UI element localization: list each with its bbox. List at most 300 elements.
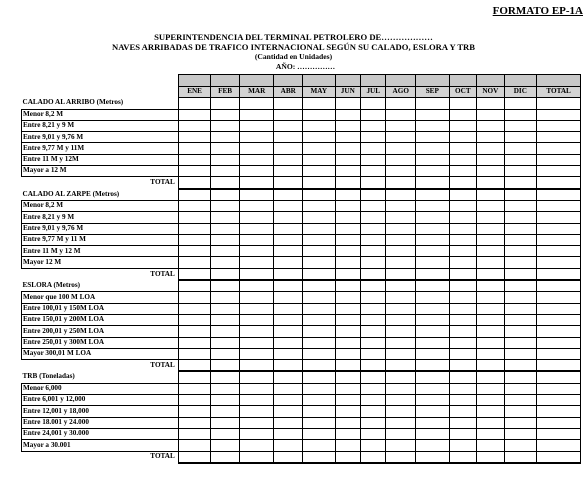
value-cell-oct[interactable]: [449, 143, 476, 154]
value-cell-may[interactable]: [302, 417, 335, 428]
value-cell-jul[interactable]: [361, 212, 386, 223]
value-cell-nov[interactable]: [477, 440, 504, 451]
value-cell-abr[interactable]: [274, 98, 303, 109]
value-cell-nov[interactable]: [477, 268, 504, 280]
value-cell-may[interactable]: [302, 406, 335, 417]
value-cell-ago[interactable]: [386, 371, 416, 383]
value-cell-sep[interactable]: [415, 292, 449, 303]
value-cell-sep[interactable]: [415, 143, 449, 154]
value-cell-total[interactable]: [537, 268, 581, 280]
value-cell-oct[interactable]: [449, 395, 476, 406]
value-cell-ago[interactable]: [386, 395, 416, 406]
value-cell-total[interactable]: [537, 246, 581, 257]
value-cell-jul[interactable]: [361, 166, 386, 177]
value-cell-feb[interactable]: [211, 189, 240, 201]
value-cell-jun[interactable]: [335, 440, 360, 451]
value-cell-dic[interactable]: [504, 337, 537, 348]
value-cell-jul[interactable]: [361, 132, 386, 143]
value-cell-mar[interactable]: [239, 406, 274, 417]
value-cell-total[interactable]: [537, 223, 581, 234]
value-cell-dic[interactable]: [504, 417, 537, 428]
value-cell-sep[interactable]: [415, 428, 449, 439]
value-cell-oct[interactable]: [449, 234, 476, 245]
value-cell-dic[interactable]: [504, 406, 537, 417]
value-cell-abr[interactable]: [274, 348, 303, 359]
value-cell-abr[interactable]: [274, 189, 303, 201]
value-cell-dic[interactable]: [504, 257, 537, 268]
value-cell-dic[interactable]: [504, 360, 537, 372]
value-cell-sep[interactable]: [415, 154, 449, 165]
value-cell-jul[interactable]: [361, 417, 386, 428]
value-cell-ene[interactable]: [178, 246, 211, 257]
value-cell-sep[interactable]: [415, 303, 449, 314]
value-cell-sep[interactable]: [415, 234, 449, 245]
value-cell-ene[interactable]: [178, 234, 211, 245]
value-cell-oct[interactable]: [449, 98, 476, 109]
value-cell-oct[interactable]: [449, 406, 476, 417]
value-cell-jul[interactable]: [361, 189, 386, 201]
value-cell-abr[interactable]: [274, 360, 303, 372]
value-cell-total[interactable]: [537, 177, 581, 189]
value-cell-mar[interactable]: [239, 292, 274, 303]
value-cell-oct[interactable]: [449, 337, 476, 348]
value-cell-jul[interactable]: [361, 143, 386, 154]
value-cell-jul[interactable]: [361, 246, 386, 257]
value-cell-abr[interactable]: [274, 326, 303, 337]
value-cell-sep[interactable]: [415, 246, 449, 257]
value-cell-sep[interactable]: [415, 371, 449, 383]
value-cell-jun[interactable]: [335, 189, 360, 201]
value-cell-may[interactable]: [302, 98, 335, 109]
value-cell-jul[interactable]: [361, 154, 386, 165]
value-cell-jun[interactable]: [335, 143, 360, 154]
value-cell-may[interactable]: [302, 395, 335, 406]
value-cell-total[interactable]: [537, 143, 581, 154]
value-cell-sep[interactable]: [415, 109, 449, 120]
value-cell-feb[interactable]: [211, 326, 240, 337]
value-cell-jul[interactable]: [361, 406, 386, 417]
value-cell-mar[interactable]: [239, 417, 274, 428]
value-cell-feb[interactable]: [211, 371, 240, 383]
value-cell-feb[interactable]: [211, 154, 240, 165]
value-cell-total[interactable]: [537, 109, 581, 120]
value-cell-may[interactable]: [302, 428, 335, 439]
value-cell-abr[interactable]: [274, 132, 303, 143]
value-cell-nov[interactable]: [477, 166, 504, 177]
value-cell-jul[interactable]: [361, 428, 386, 439]
value-cell-mar[interactable]: [239, 166, 274, 177]
value-cell-nov[interactable]: [477, 234, 504, 245]
value-cell-mar[interactable]: [239, 395, 274, 406]
value-cell-oct[interactable]: [449, 166, 476, 177]
value-cell-may[interactable]: [302, 109, 335, 120]
value-cell-ago[interactable]: [386, 200, 416, 211]
value-cell-ago[interactable]: [386, 143, 416, 154]
value-cell-total[interactable]: [537, 371, 581, 383]
value-cell-may[interactable]: [302, 246, 335, 257]
value-cell-feb[interactable]: [211, 166, 240, 177]
value-cell-ene[interactable]: [178, 143, 211, 154]
value-cell-oct[interactable]: [449, 371, 476, 383]
value-cell-feb[interactable]: [211, 177, 240, 189]
value-cell-sep[interactable]: [415, 326, 449, 337]
value-cell-jul[interactable]: [361, 257, 386, 268]
value-cell-feb[interactable]: [211, 395, 240, 406]
value-cell-jul[interactable]: [361, 440, 386, 451]
value-cell-mar[interactable]: [239, 348, 274, 359]
value-cell-jun[interactable]: [335, 98, 360, 109]
value-cell-jun[interactable]: [335, 166, 360, 177]
value-cell-nov[interactable]: [477, 383, 504, 394]
value-cell-ago[interactable]: [386, 360, 416, 372]
value-cell-dic[interactable]: [504, 292, 537, 303]
value-cell-nov[interactable]: [477, 109, 504, 120]
value-cell-nov[interactable]: [477, 337, 504, 348]
value-cell-feb[interactable]: [211, 246, 240, 257]
value-cell-nov[interactable]: [477, 189, 504, 201]
value-cell-jun[interactable]: [335, 280, 360, 292]
value-cell-abr[interactable]: [274, 440, 303, 451]
value-cell-total[interactable]: [537, 428, 581, 439]
value-cell-oct[interactable]: [449, 132, 476, 143]
value-cell-total[interactable]: [537, 348, 581, 359]
value-cell-jul[interactable]: [361, 303, 386, 314]
value-cell-sep[interactable]: [415, 417, 449, 428]
value-cell-ene[interactable]: [178, 314, 211, 325]
value-cell-jul[interactable]: [361, 223, 386, 234]
value-cell-oct[interactable]: [449, 154, 476, 165]
value-cell-feb[interactable]: [211, 360, 240, 372]
value-cell-mar[interactable]: [239, 440, 274, 451]
value-cell-feb[interactable]: [211, 406, 240, 417]
value-cell-oct[interactable]: [449, 268, 476, 280]
value-cell-abr[interactable]: [274, 166, 303, 177]
value-cell-jun[interactable]: [335, 383, 360, 394]
value-cell-feb[interactable]: [211, 132, 240, 143]
value-cell-nov[interactable]: [477, 212, 504, 223]
value-cell-feb[interactable]: [211, 280, 240, 292]
value-cell-ago[interactable]: [386, 406, 416, 417]
value-cell-ago[interactable]: [386, 120, 416, 131]
value-cell-ago[interactable]: [386, 303, 416, 314]
value-cell-ago[interactable]: [386, 383, 416, 394]
value-cell-feb[interactable]: [211, 417, 240, 428]
value-cell-total[interactable]: [537, 417, 581, 428]
value-cell-sep[interactable]: [415, 189, 449, 201]
value-cell-jul[interactable]: [361, 268, 386, 280]
value-cell-total[interactable]: [537, 360, 581, 372]
value-cell-total[interactable]: [537, 395, 581, 406]
value-cell-jun[interactable]: [335, 234, 360, 245]
value-cell-ene[interactable]: [178, 177, 211, 189]
value-cell-dic[interactable]: [504, 98, 537, 109]
value-cell-nov[interactable]: [477, 257, 504, 268]
value-cell-mar[interactable]: [239, 212, 274, 223]
value-cell-nov[interactable]: [477, 428, 504, 439]
value-cell-ago[interactable]: [386, 212, 416, 223]
value-cell-dic[interactable]: [504, 371, 537, 383]
value-cell-nov[interactable]: [477, 177, 504, 189]
value-cell-ago[interactable]: [386, 451, 416, 463]
value-cell-ene[interactable]: [178, 189, 211, 201]
value-cell-dic[interactable]: [504, 143, 537, 154]
value-cell-abr[interactable]: [274, 154, 303, 165]
value-cell-oct[interactable]: [449, 360, 476, 372]
value-cell-may[interactable]: [302, 326, 335, 337]
value-cell-nov[interactable]: [477, 120, 504, 131]
value-cell-nov[interactable]: [477, 98, 504, 109]
value-cell-sep[interactable]: [415, 166, 449, 177]
value-cell-sep[interactable]: [415, 223, 449, 234]
value-cell-may[interactable]: [302, 212, 335, 223]
value-cell-mar[interactable]: [239, 337, 274, 348]
value-cell-may[interactable]: [302, 120, 335, 131]
value-cell-ene[interactable]: [178, 428, 211, 439]
value-cell-dic[interactable]: [504, 223, 537, 234]
value-cell-abr[interactable]: [274, 451, 303, 463]
value-cell-nov[interactable]: [477, 292, 504, 303]
value-cell-sep[interactable]: [415, 132, 449, 143]
value-cell-jun[interactable]: [335, 246, 360, 257]
value-cell-ago[interactable]: [386, 257, 416, 268]
value-cell-abr[interactable]: [274, 177, 303, 189]
value-cell-ago[interactable]: [386, 428, 416, 439]
value-cell-sep[interactable]: [415, 348, 449, 359]
value-cell-nov[interactable]: [477, 303, 504, 314]
value-cell-abr[interactable]: [274, 406, 303, 417]
value-cell-dic[interactable]: [504, 109, 537, 120]
value-cell-ene[interactable]: [178, 326, 211, 337]
value-cell-feb[interactable]: [211, 383, 240, 394]
value-cell-oct[interactable]: [449, 109, 476, 120]
value-cell-ago[interactable]: [386, 337, 416, 348]
value-cell-dic[interactable]: [504, 280, 537, 292]
value-cell-abr[interactable]: [274, 200, 303, 211]
value-cell-dic[interactable]: [504, 189, 537, 201]
value-cell-total[interactable]: [537, 154, 581, 165]
value-cell-ago[interactable]: [386, 109, 416, 120]
value-cell-mar[interactable]: [239, 246, 274, 257]
value-cell-mar[interactable]: [239, 120, 274, 131]
value-cell-nov[interactable]: [477, 154, 504, 165]
value-cell-jun[interactable]: [335, 223, 360, 234]
value-cell-feb[interactable]: [211, 348, 240, 359]
value-cell-nov[interactable]: [477, 406, 504, 417]
value-cell-jun[interactable]: [335, 417, 360, 428]
value-cell-ene[interactable]: [178, 406, 211, 417]
value-cell-ene[interactable]: [178, 200, 211, 211]
value-cell-ago[interactable]: [386, 417, 416, 428]
value-cell-dic[interactable]: [504, 212, 537, 223]
value-cell-ene[interactable]: [178, 337, 211, 348]
value-cell-sep[interactable]: [415, 177, 449, 189]
value-cell-jun[interactable]: [335, 177, 360, 189]
value-cell-nov[interactable]: [477, 280, 504, 292]
value-cell-ago[interactable]: [386, 292, 416, 303]
value-cell-may[interactable]: [302, 292, 335, 303]
value-cell-ene[interactable]: [178, 132, 211, 143]
value-cell-ago[interactable]: [386, 314, 416, 325]
value-cell-feb[interactable]: [211, 109, 240, 120]
value-cell-mar[interactable]: [239, 326, 274, 337]
value-cell-jun[interactable]: [335, 395, 360, 406]
value-cell-sep[interactable]: [415, 383, 449, 394]
value-cell-oct[interactable]: [449, 212, 476, 223]
value-cell-ago[interactable]: [386, 223, 416, 234]
value-cell-may[interactable]: [302, 314, 335, 325]
value-cell-total[interactable]: [537, 200, 581, 211]
value-cell-nov[interactable]: [477, 395, 504, 406]
value-cell-ene[interactable]: [178, 440, 211, 451]
value-cell-jul[interactable]: [361, 200, 386, 211]
value-cell-jul[interactable]: [361, 326, 386, 337]
value-cell-mar[interactable]: [239, 314, 274, 325]
value-cell-ene[interactable]: [178, 395, 211, 406]
value-cell-sep[interactable]: [415, 395, 449, 406]
value-cell-mar[interactable]: [239, 303, 274, 314]
value-cell-feb[interactable]: [211, 120, 240, 131]
value-cell-jul[interactable]: [361, 337, 386, 348]
value-cell-may[interactable]: [302, 440, 335, 451]
value-cell-jun[interactable]: [335, 212, 360, 223]
value-cell-ago[interactable]: [386, 234, 416, 245]
value-cell-ago[interactable]: [386, 166, 416, 177]
value-cell-ene[interactable]: [178, 360, 211, 372]
value-cell-dic[interactable]: [504, 326, 537, 337]
value-cell-abr[interactable]: [274, 395, 303, 406]
value-cell-nov[interactable]: [477, 451, 504, 463]
value-cell-sep[interactable]: [415, 440, 449, 451]
value-cell-nov[interactable]: [477, 200, 504, 211]
value-cell-mar[interactable]: [239, 98, 274, 109]
value-cell-feb[interactable]: [211, 314, 240, 325]
value-cell-may[interactable]: [302, 154, 335, 165]
value-cell-nov[interactable]: [477, 223, 504, 234]
value-cell-jul[interactable]: [361, 120, 386, 131]
value-cell-mar[interactable]: [239, 280, 274, 292]
value-cell-mar[interactable]: [239, 132, 274, 143]
value-cell-dic[interactable]: [504, 120, 537, 131]
value-cell-feb[interactable]: [211, 292, 240, 303]
value-cell-oct[interactable]: [449, 246, 476, 257]
value-cell-feb[interactable]: [211, 257, 240, 268]
value-cell-jun[interactable]: [335, 406, 360, 417]
value-cell-abr[interactable]: [274, 292, 303, 303]
value-cell-jun[interactable]: [335, 360, 360, 372]
value-cell-oct[interactable]: [449, 177, 476, 189]
value-cell-oct[interactable]: [449, 280, 476, 292]
value-cell-oct[interactable]: [449, 200, 476, 211]
value-cell-feb[interactable]: [211, 200, 240, 211]
value-cell-dic[interactable]: [504, 177, 537, 189]
value-cell-ene[interactable]: [178, 109, 211, 120]
value-cell-ene[interactable]: [178, 223, 211, 234]
value-cell-mar[interactable]: [239, 257, 274, 268]
value-cell-dic[interactable]: [504, 383, 537, 394]
value-cell-oct[interactable]: [449, 383, 476, 394]
value-cell-may[interactable]: [302, 383, 335, 394]
value-cell-jun[interactable]: [335, 314, 360, 325]
value-cell-dic[interactable]: [504, 154, 537, 165]
value-cell-ago[interactable]: [386, 154, 416, 165]
value-cell-ene[interactable]: [178, 257, 211, 268]
value-cell-may[interactable]: [302, 280, 335, 292]
value-cell-total[interactable]: [537, 292, 581, 303]
value-cell-jul[interactable]: [361, 109, 386, 120]
value-cell-jun[interactable]: [335, 371, 360, 383]
value-cell-abr[interactable]: [274, 109, 303, 120]
value-cell-may[interactable]: [302, 257, 335, 268]
value-cell-mar[interactable]: [239, 371, 274, 383]
value-cell-may[interactable]: [302, 234, 335, 245]
value-cell-total[interactable]: [537, 212, 581, 223]
value-cell-nov[interactable]: [477, 360, 504, 372]
value-cell-feb[interactable]: [211, 428, 240, 439]
value-cell-ago[interactable]: [386, 280, 416, 292]
value-cell-total[interactable]: [537, 326, 581, 337]
value-cell-ene[interactable]: [178, 292, 211, 303]
value-cell-ago[interactable]: [386, 326, 416, 337]
value-cell-mar[interactable]: [239, 451, 274, 463]
value-cell-sep[interactable]: [415, 257, 449, 268]
value-cell-mar[interactable]: [239, 143, 274, 154]
value-cell-may[interactable]: [302, 132, 335, 143]
value-cell-mar[interactable]: [239, 154, 274, 165]
value-cell-dic[interactable]: [504, 348, 537, 359]
value-cell-may[interactable]: [302, 143, 335, 154]
value-cell-total[interactable]: [537, 257, 581, 268]
value-cell-ago[interactable]: [386, 348, 416, 359]
value-cell-sep[interactable]: [415, 406, 449, 417]
value-cell-oct[interactable]: [449, 257, 476, 268]
value-cell-jul[interactable]: [361, 314, 386, 325]
value-cell-jul[interactable]: [361, 177, 386, 189]
value-cell-nov[interactable]: [477, 314, 504, 325]
value-cell-oct[interactable]: [449, 303, 476, 314]
value-cell-dic[interactable]: [504, 132, 537, 143]
value-cell-sep[interactable]: [415, 268, 449, 280]
value-cell-may[interactable]: [302, 189, 335, 201]
value-cell-feb[interactable]: [211, 98, 240, 109]
value-cell-jun[interactable]: [335, 451, 360, 463]
value-cell-dic[interactable]: [504, 166, 537, 177]
value-cell-oct[interactable]: [449, 440, 476, 451]
value-cell-mar[interactable]: [239, 383, 274, 394]
value-cell-mar[interactable]: [239, 428, 274, 439]
value-cell-mar[interactable]: [239, 223, 274, 234]
value-cell-sep[interactable]: [415, 120, 449, 131]
value-cell-ene[interactable]: [178, 303, 211, 314]
value-cell-jul[interactable]: [361, 395, 386, 406]
value-cell-ago[interactable]: [386, 440, 416, 451]
value-cell-abr[interactable]: [274, 371, 303, 383]
value-cell-dic[interactable]: [504, 428, 537, 439]
value-cell-mar[interactable]: [239, 234, 274, 245]
value-cell-oct[interactable]: [449, 348, 476, 359]
value-cell-sep[interactable]: [415, 212, 449, 223]
value-cell-jun[interactable]: [335, 109, 360, 120]
value-cell-jul[interactable]: [361, 280, 386, 292]
value-cell-may[interactable]: [302, 223, 335, 234]
value-cell-dic[interactable]: [504, 314, 537, 325]
value-cell-ene[interactable]: [178, 268, 211, 280]
value-cell-may[interactable]: [302, 303, 335, 314]
value-cell-feb[interactable]: [211, 303, 240, 314]
value-cell-feb[interactable]: [211, 212, 240, 223]
value-cell-total[interactable]: [537, 406, 581, 417]
value-cell-dic[interactable]: [504, 246, 537, 257]
value-cell-total[interactable]: [537, 234, 581, 245]
